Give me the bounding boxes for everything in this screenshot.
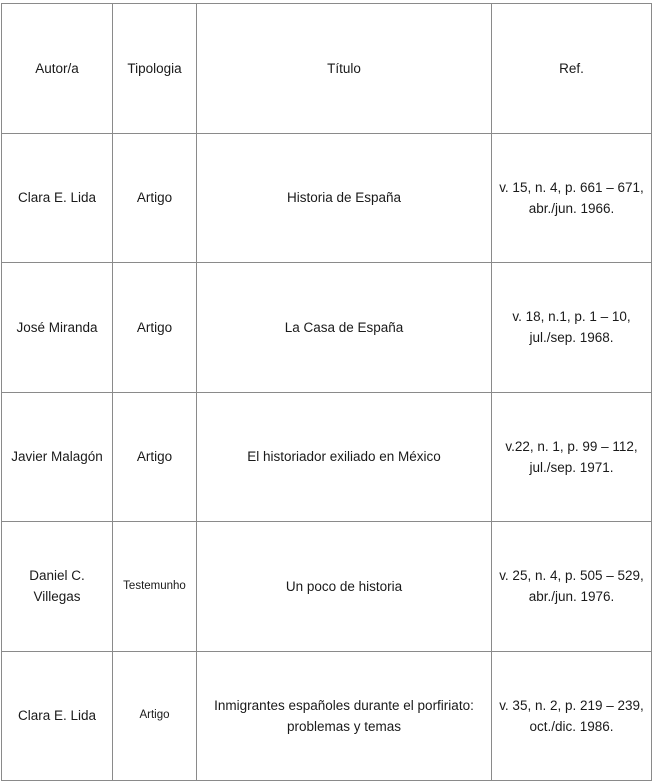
cell-author: José Miranda <box>2 263 113 393</box>
cell-title: Historia de España <box>197 133 492 263</box>
cell-title: Un poco de historia <box>197 522 492 652</box>
cell-title: La Casa de España <box>197 263 492 393</box>
cell-title: El historiador exiliado en México <box>197 392 492 522</box>
references-table <box>1 3 652 781</box>
cell-title: Inmigrantes españoles durante el porfiriato: problemas y temas <box>197 651 492 781</box>
table-row <box>2 392 652 522</box>
table-row <box>2 133 652 263</box>
cell-typology: Artigo <box>113 263 197 393</box>
header-typology: Tipologia <box>113 4 197 134</box>
cell-ref: v. 18, n.1, p. 1 – 10, jul./sep. 1968. <box>492 263 652 393</box>
cell-typology: Artigo <box>113 133 197 263</box>
table-row <box>2 651 652 781</box>
cell-author: Clara E. Lida <box>2 651 113 781</box>
cell-typology: Testemunho <box>113 522 197 652</box>
header-title: Título <box>197 4 492 134</box>
table-row <box>2 522 652 652</box>
cell-ref: v. 25, n. 4, p. 505 – 529, abr./jun. 1976. <box>492 522 652 652</box>
header-ref: Ref. <box>492 4 652 134</box>
cell-typology: Artigo <box>113 392 197 522</box>
cell-ref: v. 15, n. 4, p. 661 – 671, abr./jun. 1966. <box>492 133 652 263</box>
cell-ref: v. 35, n. 2, p. 219 – 239, oct./dic. 1986. <box>492 651 652 781</box>
table-row <box>2 263 652 393</box>
cell-ref: v.22, n. 1, p. 99 – 112, jul./sep. 1971. <box>492 392 652 522</box>
header-author: Autor/a <box>2 4 113 134</box>
cell-author: Daniel C. Villegas <box>2 522 113 652</box>
cell-author: Javier Malagón <box>2 392 113 522</box>
cell-typology: Artigo <box>113 651 197 781</box>
header-row <box>2 4 652 134</box>
cell-author: Clara E. Lida <box>2 133 113 263</box>
